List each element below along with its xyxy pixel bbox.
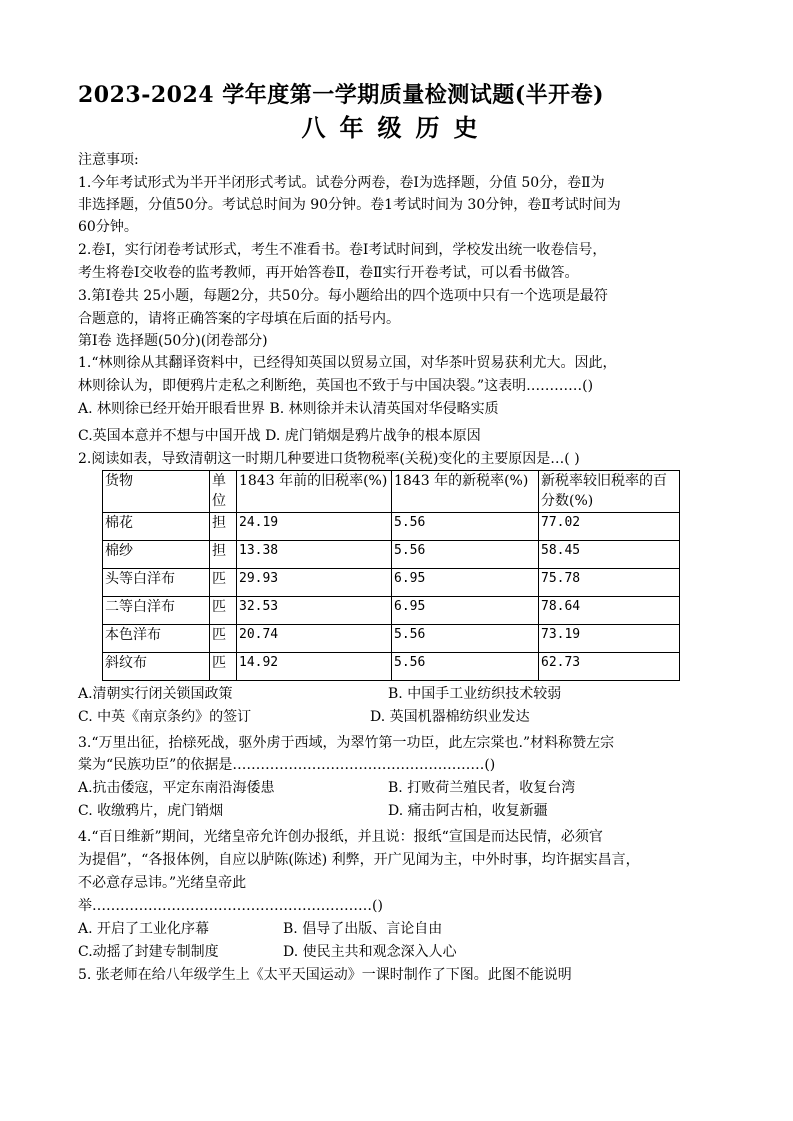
table-cell: 58.45 — [539, 541, 680, 569]
table-cell: 5.56 — [392, 653, 539, 681]
table-cell: 棉纱 — [103, 541, 210, 569]
table-cell: 75.78 — [539, 569, 680, 597]
table-cell: 29.93 — [237, 569, 392, 597]
question-4-option-d: D. 使民主共和观念深入人心 — [283, 944, 457, 960]
table-cell: 14.92 — [237, 653, 392, 681]
table-cell: 5.56 — [392, 541, 539, 569]
table-cell: 32.53 — [237, 597, 392, 625]
question-2-stem: 2.阅读如表，导致清朝这一时期几种要进口货物税率(关税)变化的主要原因是…( ) — [78, 451, 580, 467]
table-cell: 棉花 — [103, 513, 210, 541]
question-3-stem: 棠为“民族功臣”的依据是………………………………………………() — [78, 757, 496, 773]
exam-title: 2023-2024 学年度第一学期质量检测试题(半开卷) — [78, 82, 605, 108]
question-2-option-b: B. 中国手工业纺织技术较弱 — [388, 686, 562, 702]
notice-line: 60分钟。 — [78, 219, 138, 235]
header-cell: 单位 — [210, 471, 237, 513]
table-cell: 二等白洋布 — [103, 597, 210, 625]
table-cell: 5.56 — [392, 513, 539, 541]
table-cell: 担 — [210, 513, 237, 541]
question-4-stem: 4.“百日维新”期间，光绪皇帝允许创办报纸，并且说：报纸“宣国是而达民情，必须官 — [78, 829, 603, 845]
question-3-option-a: A.抗击倭寇，平定东南沿海倭患 — [78, 780, 275, 796]
exam-subject: 八年级历史 — [301, 113, 492, 142]
header-cell: 1843 年的新税率(%) — [392, 471, 539, 513]
notice-line: 2.卷Ⅰ，实行闭卷考试形式，考生不准看书。卷Ⅰ考试时间到，学校发出统一收卷信号， — [78, 242, 607, 258]
table-cell: 匹 — [210, 653, 237, 681]
table-cell: 20.74 — [237, 625, 392, 653]
table-cell: 24.19 — [237, 513, 392, 541]
table-cell: 本色洋布 — [103, 625, 210, 653]
question-4-option-c: C.动摇了封建专制制度 — [78, 944, 219, 960]
question-2-option-d: D. 英国机器棉纺织业发达 — [370, 709, 530, 725]
question-4-stem: 举……………………………………………………() — [78, 898, 383, 914]
table-row — [103, 569, 680, 597]
notice-line: 1.今年考试形式为半开半闭形式考试。试卷分两卷，卷Ⅰ为选择题，分值 50分，卷Ⅱ为 — [78, 175, 605, 191]
question-4-option-b: B. 倡导了出版、言论自由 — [283, 921, 443, 937]
header-cell: 1843 年前的旧税率(%) — [237, 471, 392, 513]
table-cell: 62.73 — [539, 653, 680, 681]
header-cell: 货物 — [103, 471, 210, 513]
question-4-option-a: A. 开启了工业化序幕 — [78, 921, 210, 937]
question-4-stem: 为提倡”，“各报体例，自应以胪陈(陈述) 利弊，开广见闻为主，中外时事，均许据实昌言， — [78, 852, 640, 868]
table-row — [103, 653, 680, 681]
table-row — [103, 513, 680, 541]
question-2-option-c: C. 中英《南京条约》的签订 — [78, 709, 252, 725]
question-1-options-cd: C.英国本意并不想与中国开战 D. 虎门销烟是鸦片战争的根本原因 — [78, 428, 481, 444]
notice-line: 考生将卷Ⅰ交收卷的监考教师，再开始答卷Ⅱ，卷Ⅱ实行开卷考试，可以看书做答。 — [78, 265, 579, 281]
question-1-options-ab: A. 林则徐已经开始开眼看世界 B. 林则徐并未认清英国对华侵略实质 — [78, 401, 499, 417]
table-cell: 匹 — [210, 625, 237, 653]
table-cell: 5.56 — [392, 625, 539, 653]
table-row — [103, 597, 680, 625]
table-cell: 77.02 — [539, 513, 680, 541]
table-cell: 担 — [210, 541, 237, 569]
table-header-row — [103, 471, 680, 513]
notice-heading: 注意事项: — [78, 152, 139, 168]
question-3-stem: 3.“万里出征，抬榇死战，驱外虏于西域，为翠竹第一功臣，此左宗棠也.”材料称赞左宗 — [78, 735, 615, 751]
table-cell: 匹 — [210, 569, 237, 597]
notice-line: 合题意的，请将正确答案的字母填在后面的括号内。 — [78, 311, 400, 327]
question-2-option-a: A.清朝实行闭关锁国政策 — [78, 686, 233, 702]
table-cell: 匹 — [210, 597, 237, 625]
section-heading: 第Ⅰ卷 选择题(50分)(闭卷部分) — [78, 333, 268, 349]
table-cell: 6.95 — [392, 597, 539, 625]
header-cell: 新税率较旧税率的百分数(%) — [539, 471, 680, 513]
table-cell: 73.19 — [539, 625, 680, 653]
table-cell: 斜纹布 — [103, 653, 210, 681]
question-3-option-c: C. 收缴鸦片，虎门销烟 — [78, 803, 224, 819]
question-1-stem: 林则徐认为，即便鸦片走私之利断绝，英国也不致于与中国决裂。”这表明…………() — [78, 378, 594, 394]
question-1-stem: 1.“林则徐从其翻译资料中，已经得知英国以贸易立国，对华茶叶贸易获利尤大。因此， — [78, 355, 617, 371]
table-cell: 13.38 — [237, 541, 392, 569]
table-cell: 6.95 — [392, 569, 539, 597]
table-cell: 头等白洋布 — [103, 569, 210, 597]
question-3-option-b: B. 打败荷兰殖民者，收复台湾 — [388, 780, 576, 796]
table-row — [103, 541, 680, 569]
notice-line: 3.第Ⅰ卷共 25小题，每题2分，共50分。每小题给出的四个选项中只有一个选项是最符 — [78, 288, 608, 304]
table-row — [103, 625, 680, 653]
question-4-stem: 不必意存忌讳。”光绪皇帝此 — [78, 875, 247, 891]
question-5-stem: 5. 张老师在给八年级学生上《太平天国运动》一课时制作了下图。此图不能说明 — [78, 967, 572, 983]
question-3-option-d: D. 痛击阿古柏，收复新疆 — [388, 803, 548, 819]
tariff-table — [102, 470, 680, 681]
table-cell: 78.64 — [539, 597, 680, 625]
notice-line: 非选择题，分值50分。考试总时间为 90分钟。卷1考试时间为 30分钟，卷Ⅱ考试时间为 — [78, 197, 621, 213]
